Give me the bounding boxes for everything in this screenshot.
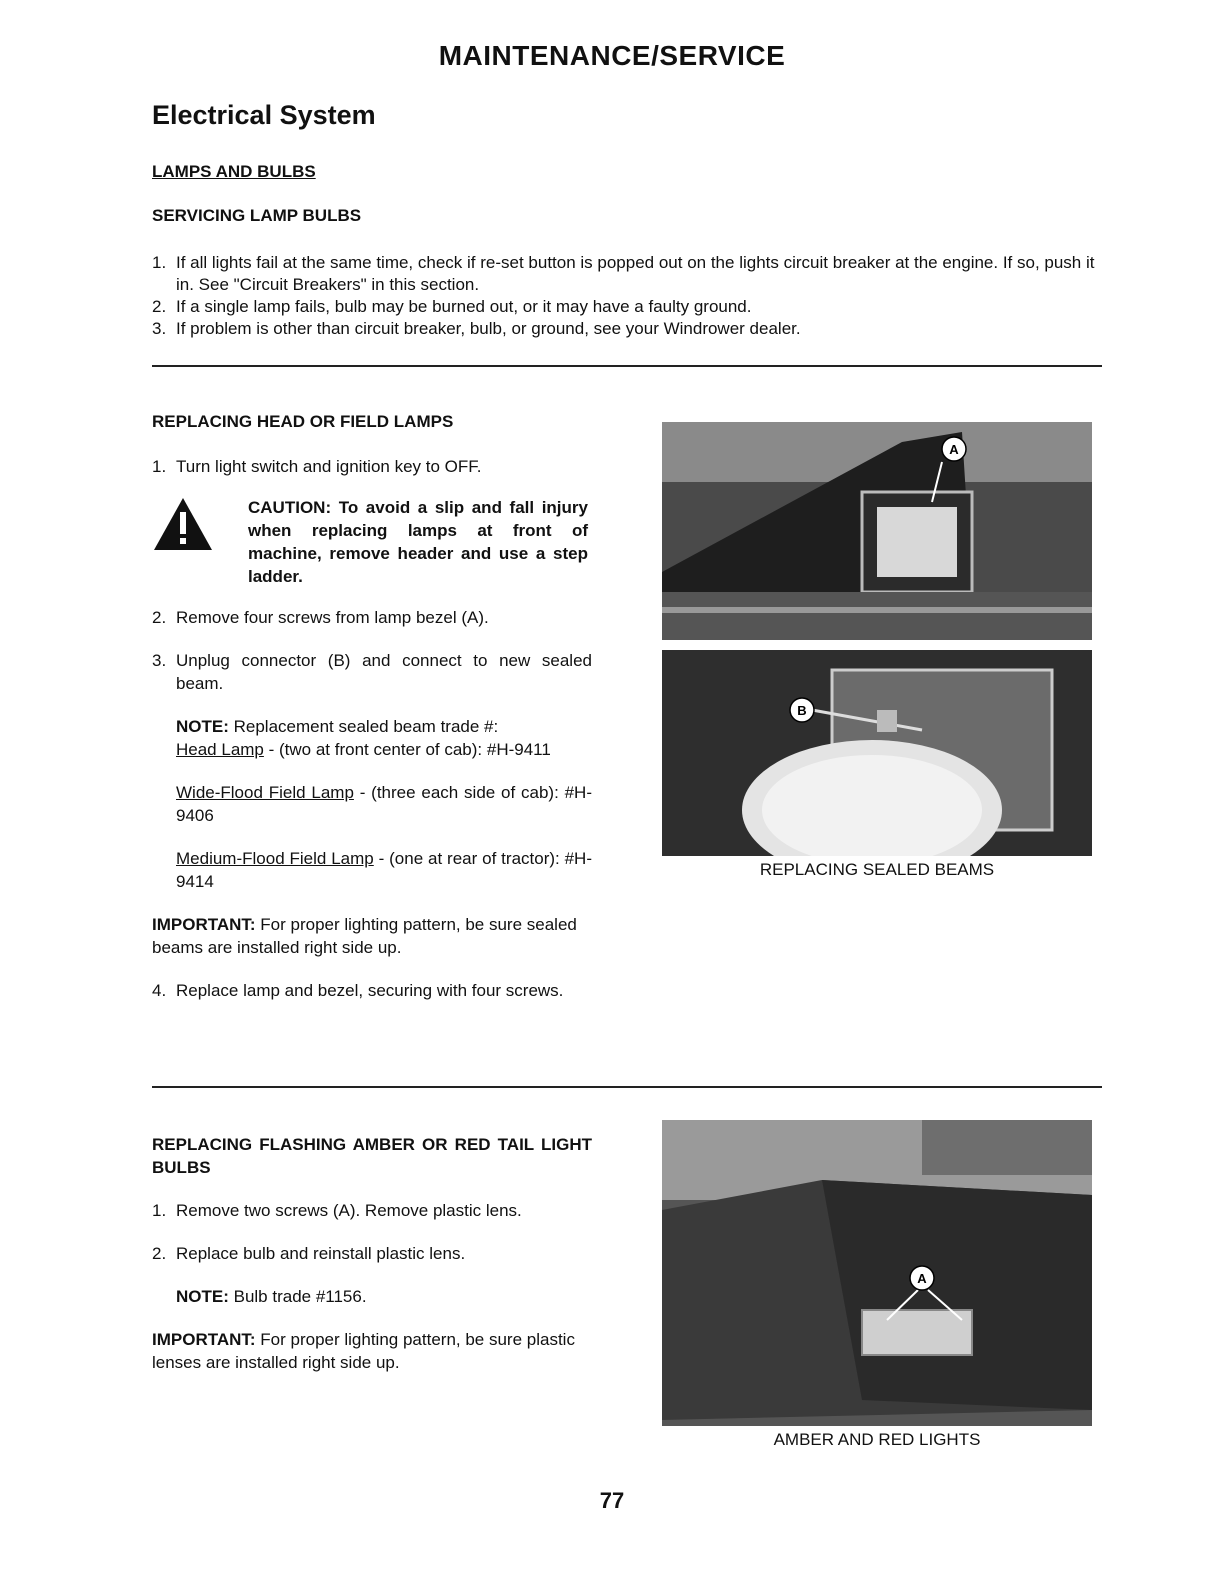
page-number: 77 (599, 1488, 625, 1513)
list-item-text: If problem is other than circuit breaker, bulb, or ground, see your Windrower dealer. (176, 319, 801, 338)
sealed-beam-photo (662, 650, 1092, 856)
callout-a-label: A (917, 1271, 927, 1286)
head-lamps-section (152, 410, 592, 1002)
sealed-beams-caption: REPLACING SEALED BEAMS (759, 860, 995, 879)
step-text: Unplug connector (B) and connect to new sealed beam. (176, 651, 592, 693)
medium-flood-text: - (one at rear of tractor): #H-9414 (176, 849, 592, 891)
list-item (152, 318, 1102, 340)
important-block (152, 1328, 592, 1374)
important-text: For proper lighting pattern, be sure sealed beams are installed right side up. (152, 915, 577, 957)
divider (152, 365, 1102, 367)
tail-lights-heading: REPLACING FLASHING AMBER OR RED TAIL LIGHT BULBS (152, 1135, 592, 1177)
step-text: Remove four screws from lamp bezel (A). (176, 608, 489, 627)
head-lamp-photo (662, 422, 1092, 640)
important-label: IMPORTANT: (152, 1330, 256, 1349)
head-lamp-text: - (two at front center of cab): #H-9411 (263, 740, 551, 759)
step-number: 4. (152, 981, 167, 1000)
step-text: Replace lamp and bezel, securing with four screws. (176, 981, 564, 1000)
step-item (152, 979, 592, 1002)
note-block (152, 715, 592, 761)
step-text: Turn light switch and ignition key to OFF. (176, 457, 482, 476)
note-label: NOTE: (176, 717, 229, 736)
step-text: Replace bulb and reinstall plastic lens. (176, 1244, 466, 1263)
callout-b-label: B (797, 703, 807, 718)
warning-icon (152, 496, 214, 552)
list-item-number: 2. (152, 297, 167, 316)
step-number: 2. (152, 608, 167, 627)
wide-flood-block (152, 781, 592, 827)
tail-light-photo (662, 1120, 1092, 1426)
lamps-heading: LAMPS AND BULBS (152, 162, 316, 181)
list-item-number: 1. (152, 253, 167, 272)
step-item (152, 455, 592, 478)
wide-flood-label: Wide-Flood Field Lamp (176, 783, 354, 802)
note-text: Replacement sealed beam trade #: (228, 717, 499, 736)
tail-lights-section (152, 1133, 592, 1374)
servicing-subheading: SERVICING LAMP BULBS (152, 206, 362, 225)
callout-a-label: A (949, 442, 959, 457)
list-item-number: 3. (152, 319, 167, 338)
page-title: MAINTENANCE/SERVICE (438, 40, 786, 71)
list-item (152, 296, 1102, 318)
note-block (152, 1285, 592, 1308)
caution-text: CAUTION: To avoid a slip and fall injury when replacing lamps at front of machine, remove header and use a step ladder. (248, 498, 588, 586)
section-title: Electrical System (152, 100, 376, 130)
step-item (152, 1242, 592, 1265)
important-text: For proper lighting pattern, be sure plastic lenses are installed right side up. (152, 1330, 575, 1372)
medium-flood-label: Medium-Flood Field Lamp (176, 849, 374, 868)
wide-flood-text: - (three each side of cab): #H-9406 (176, 783, 592, 825)
step-number: 2. (152, 1244, 167, 1263)
step-item (152, 1199, 592, 1222)
step-item (152, 606, 592, 629)
step-text: Remove two screws (A). Remove plastic lens. (176, 1201, 522, 1220)
list-item-text: If all lights fail at the same time, check if re-set button is popped out on the lights circuit breaker at the engine. If so, push it in. See "Circuit Breakers" in this section. (176, 253, 1095, 294)
important-label: IMPORTANT: (152, 915, 256, 934)
step-number: 1. (152, 1201, 167, 1220)
divider (152, 1086, 1102, 1088)
head-lamps-heading: REPLACING HEAD OR FIELD LAMPS (152, 412, 454, 431)
step-number: 3. (152, 651, 167, 670)
servicing-list (152, 252, 1102, 340)
head-lamp-label: Head Lamp (176, 740, 264, 759)
note-label: NOTE: (176, 1287, 229, 1306)
tail-lights-caption: AMBER AND RED LIGHTS (773, 1430, 981, 1449)
note-text: Bulb trade #1156. (228, 1287, 367, 1306)
step-item (152, 649, 592, 695)
list-item (152, 252, 1102, 296)
important-block (152, 913, 592, 959)
medium-flood-block (152, 847, 592, 893)
step-number: 1. (152, 457, 167, 476)
list-item-text: If a single lamp fails, bulb may be burned out, or it may have a faulty ground. (176, 297, 752, 316)
caution-block (152, 496, 592, 588)
